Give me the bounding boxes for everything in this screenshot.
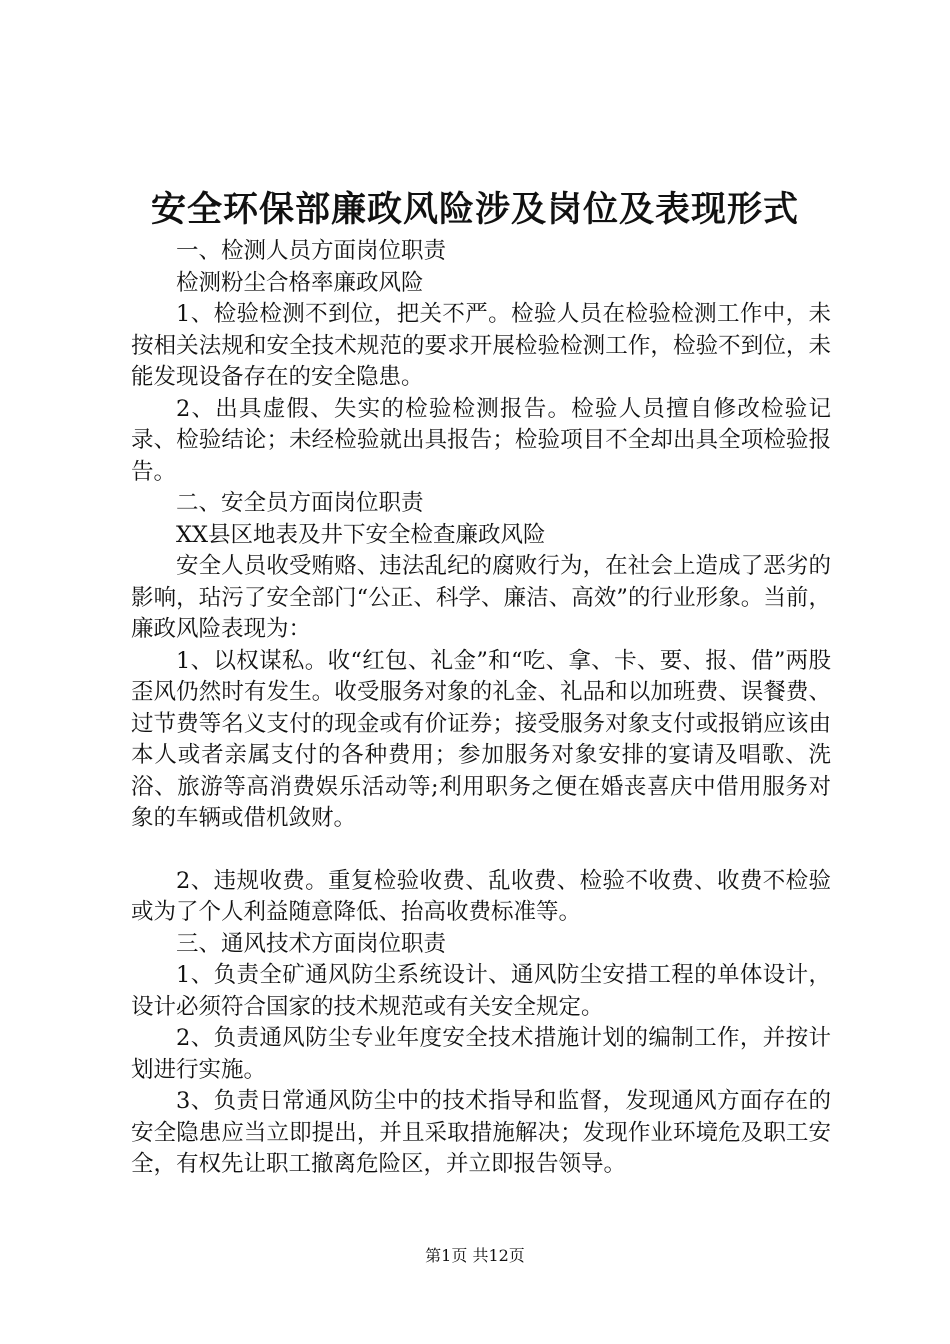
paragraph: 1、以权谋私。收“红包、礼金”和“吃、拿、卡、要、报、借”两股歪风仍然时有发生。收受服务对象的礼金、礼品和以加班费、误餐费、过节费等名义支付的现金或有价证券；接受服务对象支付或报销应该由本人或者亲属支付的各种费用；参加服务对象安排的宴请及唱歌、洗浴、旅游等高消费娱乐活动等;利用职务之便在婚丧喜庆中借用服务对象的车辆或借机敛财。	[131, 647, 831, 831]
subsection-heading: XX县区地表及井下安全检查廉政风险	[176, 521, 546, 548]
section-heading: 一、检测人员方面岗位职责	[176, 238, 447, 264]
document-body	[131, 236, 831, 1181]
document-title: 安全环保部廉政风险涉及岗位及表现形式	[150, 189, 799, 230]
subsection-heading: 检测粉尘合格率廉政风险	[176, 269, 424, 296]
page-footer	[0, 1245, 950, 1267]
section-heading: 二、安全员方面岗位职责	[176, 490, 424, 516]
paragraph: 1、检验检测不到位，把关不严。检验人员在检验检测工作中，未按相关法规和安全技术规范的要求开展检验检测工作，检验不到位，未能发现设备存在的安全隐患。	[131, 301, 831, 390]
page-number: 第1页 共12页	[425, 1246, 525, 1265]
paragraph: 3、负责日常通风防尘中的技术指导和监督，发现通风方面存在的安全隐患应当立即提出，并且采取措施解决；发现作业环境危及职工安全，有权先让职工撤离危险区，并立即报告领导。	[131, 1088, 831, 1177]
section-heading: 三、通风技术方面岗位职责	[176, 930, 447, 957]
paragraph: 2、违规收费。重复检验收费、乱收费、检验不收费、收费不检验或为了个人利益随意降低、抬高收费标准等。	[131, 867, 831, 925]
paragraph: 2、出具虚假、失实的检验检测报告。检验人员擅自修改检验记录、检验结论；未经检验就出具报告；检验项目不全却出具全项检验报告。	[131, 395, 831, 485]
paragraph: 1、负责全矿通风防尘系统设计、通风防尘安措工程的单体设计，设计必须符合国家的技术规范或有关安全规定。	[131, 962, 831, 1020]
paragraph: 安全人员收受贿赂、违法乱纪的腐败行为，在社会上造成了恶劣的影响，玷污了安全部门“公正、科学、廉洁、高效”的行业形象。当前，廉政风险表现为：	[131, 553, 831, 642]
paragraph: 2、负责通风防尘专业年度安全技术措施计划的编制工作，并按计划进行实施。	[131, 1025, 831, 1083]
